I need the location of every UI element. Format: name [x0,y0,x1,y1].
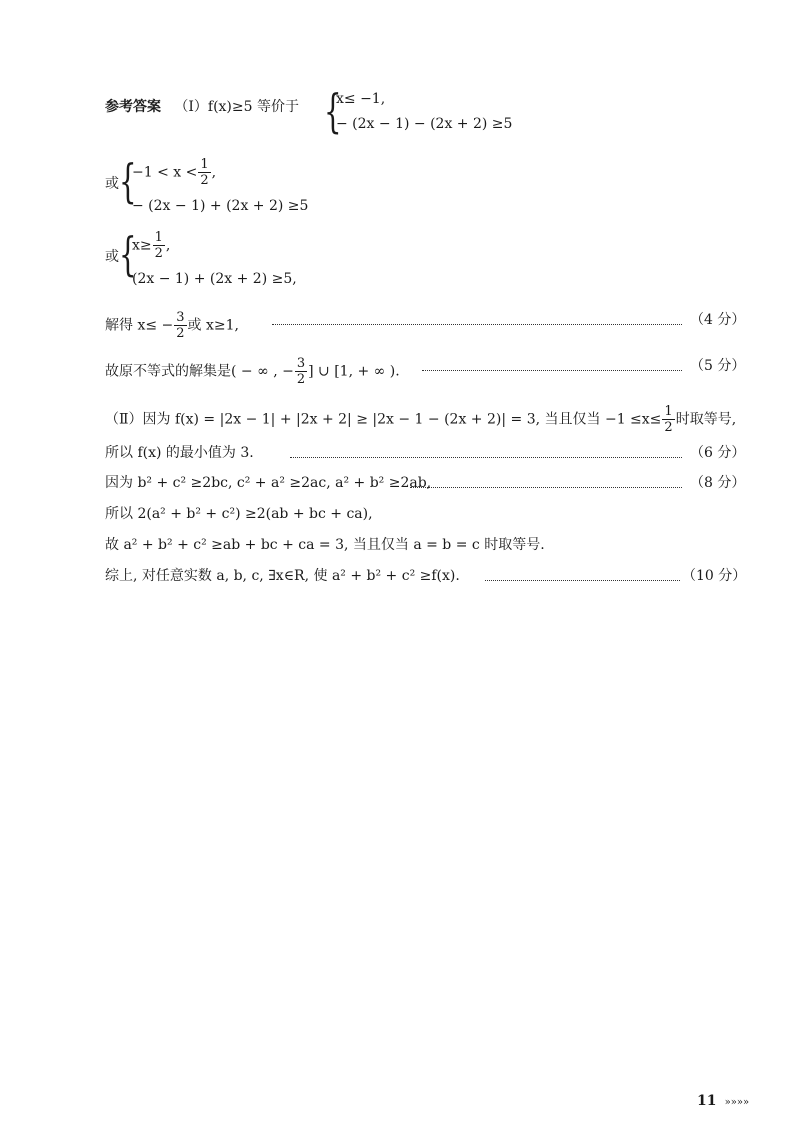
min-value-line: 所以 f(x) 的最小值为 3. [105,445,254,461]
page-footer [697,1093,749,1109]
leader-dots [272,324,682,325]
score-6: （6 分） [690,445,746,461]
fraction-three-halves: $\frac{3}{2}$ [296,356,306,387]
conclusion-line: 综上, 对任意实数 a, b, c, ∃x∈R, 使 a² + b² + c² ≥f(x). [105,568,460,584]
fraction-half: $\frac{1}{2}$ [200,157,209,188]
score-10: （10 分） [682,568,747,584]
sys3-or: 或 [105,249,119,265]
leader-dots [290,457,682,458]
sys2-row1: −1 < x < $\frac{1}{2}$ , [132,157,217,188]
leader-dots [410,487,682,488]
answer-heading [105,97,299,117]
score-8: （8 分） [690,475,746,491]
sys1-row1: x≤ −1, [336,91,386,107]
page-mark: »»»» [724,1097,750,1108]
score-4: （4 分） [690,312,746,328]
solve-line: 解得 x≤ − $\frac{3}{2}$ 或 x≥1, [105,310,239,341]
brace-2: { [119,154,137,208]
answer-title: 参考答案 [105,99,161,115]
sys3-row1: x≥ $\frac{1}{2}$ , [132,230,171,261]
brace-1: { [324,84,342,138]
leader-dots [485,580,680,581]
fraction-three-halves: $\frac{3}{2}$ [176,310,185,341]
step8-line: 因为 b² + c² ≥2bc, c² + a² ≥2ac, a² + b² ≥2ab, [105,475,432,491]
sys1-row2: − (2x − 1) − (2x + 2) ≥5 [336,116,513,132]
sys2-or: 或 [105,176,119,192]
leader-dots [422,370,682,371]
sys3-row2: (2x − 1) + (2x + 2) ≥5, [132,271,297,287]
sys2-row2: − (2x − 1) + (2x + 2) ≥5 [132,198,309,214]
fraction-half: $\frac{1}{2}$ [664,404,673,435]
page-number: 11 [697,1093,717,1109]
brace-3: { [119,227,137,281]
part2-line: （Ⅱ）因为 f(x) = |2x − 1| + |2x + 2| ≥ |2x − 1 − (2x + 2)| = 3, 当且仅当 −1 ≤x≤ $\frac{1}{2}$ 时取等号, [105,404,737,435]
step10-line: 故 a² + b² + c² ≥ab + bc + ca = 3, 当且仅当 a = b = c 时取等号. [105,537,545,553]
solution-set-line: 故原不等式的解集是( − ∞ , − $\frac{3}{2}$ ] ∪ [1, + ∞ ). [105,356,400,387]
score-5: （5 分） [690,358,746,374]
step9-line: 所以 2(a² + b² + c²) ≥2(ab + bc + ca), [105,506,373,522]
fraction-half: $\frac{1}{2}$ [154,230,163,261]
part1-intro: （Ⅰ）f(x)≥5 等价于 [174,99,299,115]
